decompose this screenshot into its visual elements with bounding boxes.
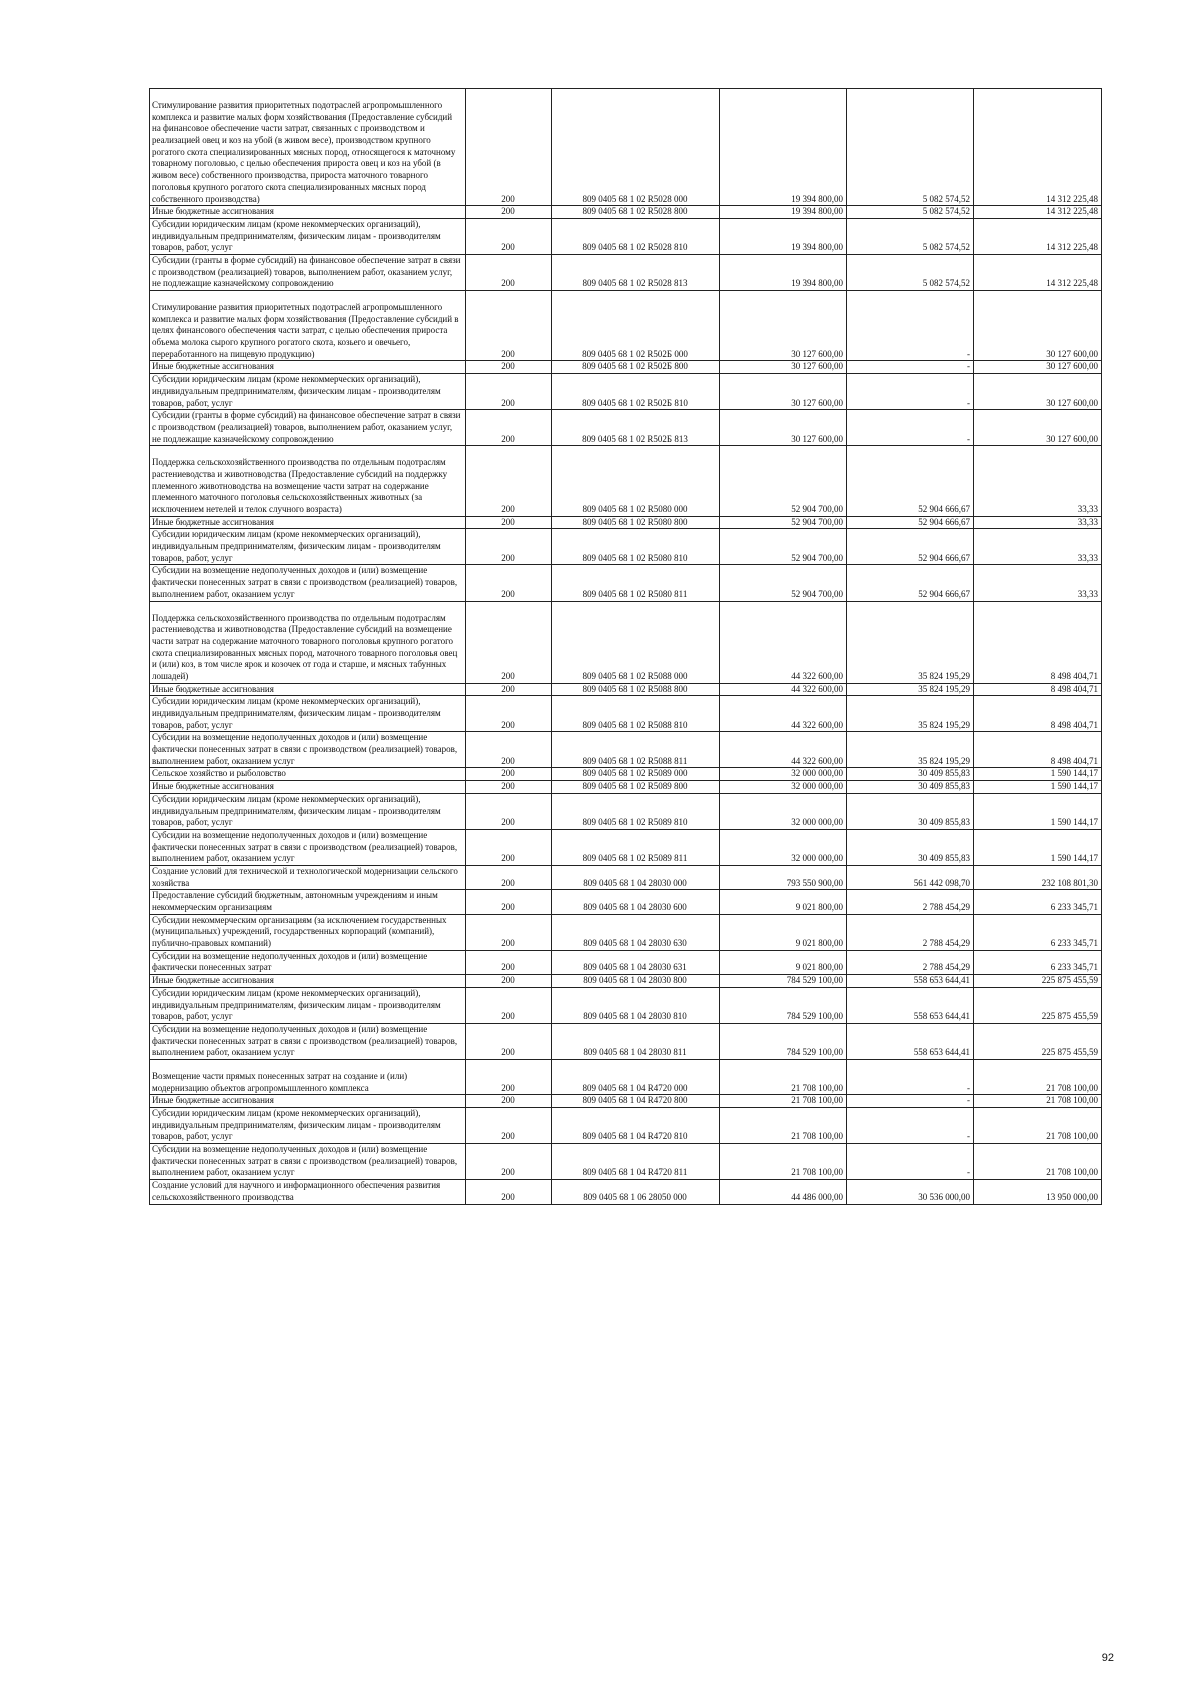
approved-amount: 44 322 600,00	[720, 601, 847, 683]
row-name: Иные бюджетные ассигнования	[150, 781, 466, 794]
line-code: 200	[466, 950, 552, 974]
budget-classification-code: 809 0405 68 1 02 R5028 800	[552, 206, 720, 219]
executed-amount: -	[847, 1108, 974, 1144]
row-name: Иные бюджетные ассигнования	[150, 516, 466, 529]
table-row	[150, 1059, 1102, 1094]
remaining-amount: 30 127 600,00	[974, 374, 1102, 410]
table-row	[150, 516, 1102, 529]
approved-amount: 9 021 800,00	[720, 890, 847, 914]
table-row	[150, 696, 1102, 732]
table-row	[150, 1095, 1102, 1108]
budget-classification-code: 809 0405 68 1 02 R502Б 000	[552, 291, 720, 361]
budget-classification-code: 809 0405 68 1 02 R5080 811	[552, 565, 720, 601]
approved-amount: 19 394 800,00	[720, 89, 847, 206]
executed-amount: 35 824 195,29	[847, 732, 974, 768]
executed-amount: 2 788 454,29	[847, 890, 974, 914]
remaining-amount: 30 127 600,00	[974, 361, 1102, 374]
table-row	[150, 1144, 1102, 1180]
budget-classification-code: 809 0405 68 1 04 28030 630	[552, 914, 720, 950]
budget-classification-code: 809 0405 68 1 02 R502Б 800	[552, 361, 720, 374]
remaining-amount: 33,33	[974, 565, 1102, 601]
remaining-amount: 14 312 225,48	[974, 206, 1102, 219]
remaining-amount: 8 498 404,71	[974, 683, 1102, 696]
approved-amount: 30 127 600,00	[720, 410, 847, 446]
row-name: Субсидии (гранты в форме субсидий) на финансовое обеспечение затрат в связи с производством (реализацией) товаров, выполнением работ, оказанием услуг, не подлежащие казначейскому сопровождению	[150, 410, 466, 446]
executed-amount: 558 653 644,41	[847, 975, 974, 988]
line-code: 200	[466, 254, 552, 290]
budget-classification-code: 809 0405 68 1 02 R5089 000	[552, 768, 720, 781]
row-name: Субсидии юридическим лицам (кроме некоммерческих организаций), индивидуальным предпринимателям, физическим лицам - производителям товаров, работ, услуг	[150, 793, 466, 829]
line-code: 200	[466, 410, 552, 446]
executed-amount: 35 824 195,29	[847, 696, 974, 732]
executed-amount: -	[847, 374, 974, 410]
row-name: Сельское хозяйство и рыболовство	[150, 768, 466, 781]
remaining-amount: 1 590 144,17	[974, 793, 1102, 829]
executed-amount: 30 536 000,00	[847, 1180, 974, 1204]
remaining-amount: 1 590 144,17	[974, 781, 1102, 794]
executed-amount: 52 904 666,67	[847, 529, 974, 565]
approved-amount: 21 708 100,00	[720, 1095, 847, 1108]
table-row	[150, 410, 1102, 446]
executed-amount: -	[847, 1095, 974, 1108]
approved-amount: 44 322 600,00	[720, 696, 847, 732]
budget-classification-code: 809 0405 68 1 02 R502Б 813	[552, 410, 720, 446]
line-code: 200	[466, 1180, 552, 1204]
executed-amount: 30 409 855,83	[847, 829, 974, 865]
line-code: 200	[466, 516, 552, 529]
budget-execution-table	[149, 88, 1102, 1205]
approved-amount: 784 529 100,00	[720, 987, 847, 1023]
approved-amount: 784 529 100,00	[720, 975, 847, 988]
table-row	[150, 829, 1102, 865]
row-name: Стимулирование развития приоритетных подотраслей агропромышленного комплекса и развитие малых форм хозяйствования (Предоставление субсидий на финансовое обеспечение части затрат, связанных с производством и реализацией овец и коз на убой (в живом весе), производством крупного рогатого скота специализированных мясных пород, относящегося к маточному товарному поголовью, с целью обеспечения прироста овец и коз на убой (в живом весе) собственного производства, прироста маточного товарного поголовья крупного рогатого скота специализированных мясных пород собственного производства)	[150, 89, 466, 206]
approved-amount: 32 000 000,00	[720, 793, 847, 829]
remaining-amount: 8 498 404,71	[974, 696, 1102, 732]
line-code: 200	[466, 291, 552, 361]
remaining-amount: 8 498 404,71	[974, 601, 1102, 683]
line-code: 200	[466, 206, 552, 219]
budget-classification-code: 809 0405 68 1 02 R5080 000	[552, 446, 720, 516]
budget-classification-code: 809 0405 68 1 02 R5080 810	[552, 529, 720, 565]
executed-amount: 52 904 666,67	[847, 446, 974, 516]
remaining-amount: 6 233 345,71	[974, 950, 1102, 974]
executed-amount: 2 788 454,29	[847, 950, 974, 974]
row-name: Иные бюджетные ассигнования	[150, 975, 466, 988]
table-row	[150, 206, 1102, 219]
executed-amount: 30 409 855,83	[847, 793, 974, 829]
remaining-amount: 21 708 100,00	[974, 1095, 1102, 1108]
approved-amount: 32 000 000,00	[720, 781, 847, 794]
line-code: 200	[466, 975, 552, 988]
budget-classification-code: 809 0405 68 1 06 28050 000	[552, 1180, 720, 1204]
executed-amount: -	[847, 291, 974, 361]
row-name: Субсидии на возмещение недополученных доходов и (или) возмещение фактически понесенных затрат в связи с производством (реализацией) товаров, выполнением работ, оказанием услуг	[150, 565, 466, 601]
approved-amount: 30 127 600,00	[720, 361, 847, 374]
table-row	[150, 374, 1102, 410]
line-code: 200	[466, 829, 552, 865]
row-name: Субсидии юридическим лицам (кроме некоммерческих организаций), индивидуальным предпринимателям, физическим лицам - производителям товаров, работ, услуг	[150, 529, 466, 565]
line-code: 200	[466, 1023, 552, 1059]
row-name: Иные бюджетные ассигнования	[150, 206, 466, 219]
approved-amount: 32 000 000,00	[720, 768, 847, 781]
table-row	[150, 732, 1102, 768]
remaining-amount: 21 708 100,00	[974, 1108, 1102, 1144]
remaining-amount: 33,33	[974, 446, 1102, 516]
line-code: 200	[466, 914, 552, 950]
row-name: Субсидии на возмещение недополученных доходов и (или) возмещение фактически понесенных затрат	[150, 950, 466, 974]
table-row	[150, 914, 1102, 950]
remaining-amount: 30 127 600,00	[974, 410, 1102, 446]
line-code: 200	[466, 601, 552, 683]
table-row	[150, 291, 1102, 361]
remaining-amount: 232 108 801,30	[974, 865, 1102, 889]
executed-amount: 30 409 855,83	[847, 768, 974, 781]
budget-classification-code: 809 0405 68 1 04 R4720 800	[552, 1095, 720, 1108]
budget-classification-code: 809 0405 68 1 04 28030 810	[552, 987, 720, 1023]
budget-classification-code: 809 0405 68 1 04 28030 800	[552, 975, 720, 988]
remaining-amount: 225 875 455,59	[974, 987, 1102, 1023]
budget-classification-code: 809 0405 68 1 02 R5088 000	[552, 601, 720, 683]
table-row	[150, 1023, 1102, 1059]
table-row	[150, 1108, 1102, 1144]
row-name: Субсидии (гранты в форме субсидий) на финансовое обеспечение затрат в связи с производством (реализацией) товаров, выполнением работ, оказанием услуг, не подлежащие казначейскому сопровождению	[150, 254, 466, 290]
remaining-amount: 6 233 345,71	[974, 914, 1102, 950]
remaining-amount: 8 498 404,71	[974, 732, 1102, 768]
approved-amount: 19 394 800,00	[720, 218, 847, 254]
remaining-amount: 30 127 600,00	[974, 291, 1102, 361]
line-code: 200	[466, 1108, 552, 1144]
row-name: Иные бюджетные ассигнования	[150, 361, 466, 374]
executed-amount: 30 409 855,83	[847, 781, 974, 794]
budget-classification-code: 809 0405 68 1 04 R4720 811	[552, 1144, 720, 1180]
table-row	[150, 446, 1102, 516]
remaining-amount: 1 590 144,17	[974, 829, 1102, 865]
remaining-amount: 1 590 144,17	[974, 768, 1102, 781]
row-name: Возмещение части прямых понесенных затрат на создание и (или) модернизацию объектов агропромышленного комплекса	[150, 1059, 466, 1094]
line-code: 200	[466, 768, 552, 781]
line-code: 200	[466, 987, 552, 1023]
approved-amount: 21 708 100,00	[720, 1144, 847, 1180]
remaining-amount: 33,33	[974, 516, 1102, 529]
executed-amount: 52 904 666,67	[847, 516, 974, 529]
budget-classification-code: 809 0405 68 1 02 R5089 800	[552, 781, 720, 794]
row-name: Создание условий для научного и информационного обеспечения развития сельскохозяйственного производства	[150, 1180, 466, 1204]
remaining-amount: 225 875 455,59	[974, 975, 1102, 988]
row-name: Поддержка сельскохозяйственного производства по отдельным подотраслям растениеводства и животноводства (Предоставление субсидий на поддержку племенного животноводства на возмещение части затрат на содержание племенного маточного поголовья сельскохозяйственных животных (за исключением нетелей и телок случного возраста)	[150, 446, 466, 516]
row-name: Субсидии некоммерческим организациям (за исключением государственных (муниципальных) учреждений, государственных корпораций (компаний), публично-правовых компаний)	[150, 914, 466, 950]
table-row	[150, 890, 1102, 914]
row-name: Стимулирование развития приоритетных подотраслей агропромышленного комплекса и развитие малых форм хозяйствования (Предоставление субсидий в целях финансового обеспечения части затрат, с целью обеспечения прироста объема молока сырого крупного рогатого скота, козьего и овечьего, переработанного на пищевую продукцию)	[150, 291, 466, 361]
row-name: Субсидии юридическим лицам (кроме некоммерческих организаций), индивидуальным предпринимателям, физическим лицам - производителям товаров, работ, услуг	[150, 987, 466, 1023]
executed-amount: -	[847, 1144, 974, 1180]
approved-amount: 44 322 600,00	[720, 683, 847, 696]
executed-amount: 5 082 574,52	[847, 254, 974, 290]
table-row	[150, 565, 1102, 601]
remaining-amount: 14 312 225,48	[974, 218, 1102, 254]
remaining-amount: 14 312 225,48	[974, 254, 1102, 290]
approved-amount: 9 021 800,00	[720, 914, 847, 950]
line-code: 200	[466, 1144, 552, 1180]
executed-amount: -	[847, 410, 974, 446]
line-code: 200	[466, 793, 552, 829]
remaining-amount: 6 233 345,71	[974, 890, 1102, 914]
remaining-amount: 21 708 100,00	[974, 1144, 1102, 1180]
table-row	[150, 254, 1102, 290]
remaining-amount: 21 708 100,00	[974, 1059, 1102, 1094]
table-row	[150, 683, 1102, 696]
row-name: Субсидии юридическим лицам (кроме некоммерческих организаций), индивидуальным предпринимателям, физическим лицам - производителям товаров, работ, услуг	[150, 374, 466, 410]
executed-amount: 35 824 195,29	[847, 601, 974, 683]
approved-amount: 52 904 700,00	[720, 516, 847, 529]
line-code: 200	[466, 529, 552, 565]
remaining-amount: 13 950 000,00	[974, 1180, 1102, 1204]
executed-amount: -	[847, 361, 974, 374]
line-code: 200	[466, 361, 552, 374]
line-code: 200	[466, 218, 552, 254]
page-number: 92	[1101, 1652, 1114, 1664]
line-code: 200	[466, 1059, 552, 1094]
budget-classification-code: 809 0405 68 1 02 R5089 811	[552, 829, 720, 865]
executed-amount: 5 082 574,52	[847, 206, 974, 219]
row-name: Субсидии на возмещение недополученных доходов и (или) возмещение фактически понесенных затрат в связи с производством (реализацией) товаров, выполнением работ, оказанием услуг	[150, 829, 466, 865]
approved-amount: 52 904 700,00	[720, 446, 847, 516]
table-row	[150, 601, 1102, 683]
table-row	[150, 89, 1102, 206]
table-row	[150, 529, 1102, 565]
line-code: 200	[466, 565, 552, 601]
line-code: 200	[466, 683, 552, 696]
row-name: Иные бюджетные ассигнования	[150, 683, 466, 696]
budget-classification-code: 809 0405 68 1 02 R5080 800	[552, 516, 720, 529]
row-name: Предоставление субсидий бюджетным, автономным учреждениям и иным некоммерческим организациям	[150, 890, 466, 914]
table-row	[150, 950, 1102, 974]
budget-classification-code: 809 0405 68 1 04 28030 600	[552, 890, 720, 914]
row-name: Субсидии на возмещение недополученных доходов и (или) возмещение фактически понесенных затрат в связи с производством (реализацией) товаров, выполнением работ, оказанием услуг	[150, 732, 466, 768]
approved-amount: 52 904 700,00	[720, 529, 847, 565]
line-code: 200	[466, 89, 552, 206]
remaining-amount: 225 875 455,59	[974, 1023, 1102, 1059]
executed-amount: 52 904 666,67	[847, 565, 974, 601]
approved-amount: 21 708 100,00	[720, 1108, 847, 1144]
remaining-amount: 33,33	[974, 529, 1102, 565]
row-name: Поддержка сельскохозяйственного производства по отдельным подотраслям растениеводства и животноводства (Предоставление субсидий на возмещение части затрат на содержание маточного товарного поголовья крупного рогатого скота специализированных мясных пород, маточного товарного поголовья овец и (или) коз, в том числе ярок и козочек от года и старше, и мясных табунных лошадей)	[150, 601, 466, 683]
approved-amount: 793 550 900,00	[720, 865, 847, 889]
executed-amount: 5 082 574,52	[847, 89, 974, 206]
row-name: Иные бюджетные ассигнования	[150, 1095, 466, 1108]
row-name: Субсидии юридическим лицам (кроме некоммерческих организаций), индивидуальным предпринимателям, физическим лицам - производителям товаров, работ, услуг	[150, 218, 466, 254]
approved-amount: 30 127 600,00	[720, 374, 847, 410]
budget-classification-code: 809 0405 68 1 02 R502Б 810	[552, 374, 720, 410]
executed-amount: 558 653 644,41	[847, 1023, 974, 1059]
line-code: 200	[466, 732, 552, 768]
budget-classification-code: 809 0405 68 1 02 R5088 811	[552, 732, 720, 768]
line-code: 200	[466, 696, 552, 732]
line-code: 200	[466, 446, 552, 516]
approved-amount: 44 486 000,00	[720, 1180, 847, 1204]
budget-classification-code: 809 0405 68 1 04 28030 811	[552, 1023, 720, 1059]
approved-amount: 19 394 800,00	[720, 254, 847, 290]
executed-amount: 561 442 098,70	[847, 865, 974, 889]
table-row	[150, 975, 1102, 988]
budget-classification-code: 809 0405 68 1 02 R5089 810	[552, 793, 720, 829]
table-row	[150, 987, 1102, 1023]
approved-amount: 32 000 000,00	[720, 829, 847, 865]
budget-classification-code: 809 0405 68 1 02 R5088 800	[552, 683, 720, 696]
budget-classification-code: 809 0405 68 1 02 R5028 813	[552, 254, 720, 290]
row-name: Создание условий для технической и технологической модернизации сельского хозяйства	[150, 865, 466, 889]
budget-classification-code: 809 0405 68 1 04 R4720 810	[552, 1108, 720, 1144]
line-code: 200	[466, 890, 552, 914]
approved-amount: 21 708 100,00	[720, 1059, 847, 1094]
remaining-amount: 14 312 225,48	[974, 89, 1102, 206]
executed-amount: 35 824 195,29	[847, 683, 974, 696]
row-name: Субсидии юридическим лицам (кроме некоммерческих организаций), индивидуальным предпринимателям, физическим лицам - производителям товаров, работ, услуг	[150, 1108, 466, 1144]
budget-classification-code: 809 0405 68 1 04 28030 000	[552, 865, 720, 889]
budget-classification-code: 809 0405 68 1 02 R5088 810	[552, 696, 720, 732]
approved-amount: 784 529 100,00	[720, 1023, 847, 1059]
budget-classification-code: 809 0405 68 1 04 R4720 000	[552, 1059, 720, 1094]
row-name: Субсидии юридическим лицам (кроме некоммерческих организаций), индивидуальным предпринимателям, физическим лицам - производителям товаров, работ, услуг	[150, 696, 466, 732]
table-row	[150, 361, 1102, 374]
approved-amount: 30 127 600,00	[720, 291, 847, 361]
line-code: 200	[466, 1095, 552, 1108]
executed-amount: 2 788 454,29	[847, 914, 974, 950]
line-code: 200	[466, 781, 552, 794]
approved-amount: 19 394 800,00	[720, 206, 847, 219]
table-row	[150, 781, 1102, 794]
line-code: 200	[466, 865, 552, 889]
row-name: Субсидии на возмещение недополученных доходов и (или) возмещение фактически понесенных затрат в связи с производством (реализацией) товаров, выполнением работ, оказанием услуг	[150, 1023, 466, 1059]
row-name: Субсидии на возмещение недополученных доходов и (или) возмещение фактически понесенных затрат в связи с производством (реализацией) товаров, выполнением работ, оказанием услуг	[150, 1144, 466, 1180]
table-body	[150, 89, 1102, 1205]
executed-amount: -	[847, 1059, 974, 1094]
budget-classification-code: 809 0405 68 1 02 R5028 810	[552, 218, 720, 254]
budget-classification-code: 809 0405 68 1 04 28030 631	[552, 950, 720, 974]
table-row	[150, 1180, 1102, 1204]
line-code: 200	[466, 374, 552, 410]
table-row	[150, 218, 1102, 254]
table-row	[150, 793, 1102, 829]
table-row	[150, 865, 1102, 889]
budget-classification-code: 809 0405 68 1 02 R5028 000	[552, 89, 720, 206]
executed-amount: 558 653 644,41	[847, 987, 974, 1023]
approved-amount: 52 904 700,00	[720, 565, 847, 601]
approved-amount: 44 322 600,00	[720, 732, 847, 768]
table-row	[150, 768, 1102, 781]
executed-amount: 5 082 574,52	[847, 218, 974, 254]
approved-amount: 9 021 800,00	[720, 950, 847, 974]
